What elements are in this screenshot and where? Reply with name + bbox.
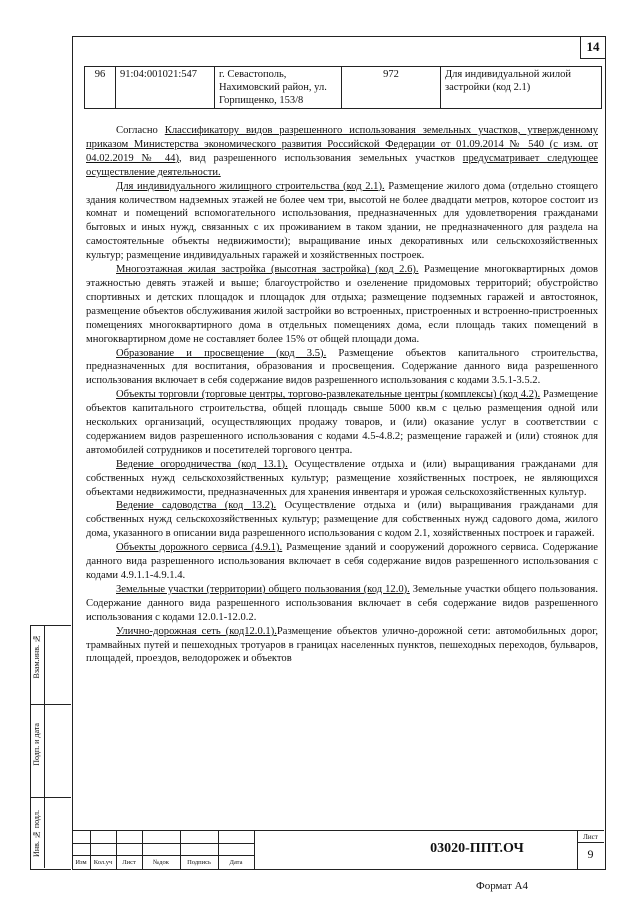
- col-sign: Подпись: [187, 859, 211, 866]
- format-label: Формат А4: [476, 880, 529, 892]
- text-3-5: Размещение объектов капитального строительства, предназначенных для воспитания, образования и просвещения. Содержание данного вида разрешенного использования включает в себя содержание видов разрешенного использования с кодами 3.5.1-3.5.2.: [86, 347, 598, 387]
- parcel-table: [84, 66, 602, 109]
- sheet-number: 9: [587, 847, 594, 861]
- col-doc: №док: [153, 859, 169, 866]
- side-cell-sign: [31, 705, 71, 798]
- heading-4-2: Объекты торговли (торговые центры, торгово-развлекательные центры (комплексы) (код 4.2).: [116, 389, 541, 401]
- side-stamp: [30, 625, 71, 870]
- document-body: [86, 124, 598, 666]
- heading-12-0-1: Улично-дорожная сеть (код12.0.1).: [116, 625, 277, 637]
- side-label-inv: Инв. № подл.: [32, 810, 41, 857]
- intro-lead: Согласно: [116, 125, 165, 136]
- paragraph-4-2: [86, 388, 598, 458]
- heading-2-1: Для индивидуального жилищного строительства (код 2.1).: [116, 180, 385, 192]
- heading-13-1: Ведение огородничества (код 13.1).: [116, 458, 288, 470]
- text-2-6: Размещение многоквартирных домов этажностью девять этажей и выше; благоустройство и озеленение придомовых территорий; обустройство спортивных и детских площадок и площадок для отдыха; размещение подземных гаражей и автостоянок, размещение объектов обслуживания жилой застройки во встроенных, пристроенных и встроенно-пристроенных помещениях многоквартирного дома в отдельных помещениях дома, если площадь таких помещений в многоквартирном доме не составляет более 15% от общей площади дома.: [86, 264, 598, 345]
- paragraph-2-1: [86, 180, 598, 263]
- text-4-2: Размещение объектов капитального строительства, общей площадь свыше 5000 кв.м с целью размещения одной или нескольких организаций, осуществляющих продажу товаров, и (или) оказание услуг в соответствии с содержанием видов разрешенного использования с кодами 4.5-4.8.2; размещение гаражей и (или) стоянок для автомобилей сотрудников и посетителей торгового центра.: [86, 389, 598, 456]
- paragraph-intro: [86, 124, 598, 180]
- paragraph-4-9-1: [86, 541, 598, 583]
- heading-4-9-1: Объекты дорожного сервиса (4.9.1).: [116, 542, 283, 554]
- side-label-sign: Подп. и дата: [32, 723, 41, 766]
- table-cell-use: Для индивидуальной жилой застройки (код 2.1): [441, 67, 602, 109]
- document-code: 03020-ППТ.ОЧ: [430, 841, 524, 856]
- heading-3-5: Образование и просвещение (код 3.5).: [116, 347, 327, 359]
- table-cell-address: г. Севастополь, Нахимовский район, ул. Горпищенко, 153/8: [215, 67, 342, 109]
- table-cell-cadastral: 91:04:001021:547: [116, 67, 215, 109]
- text-2-1: Размещение жилого дома (отдельно стоящего здания количеством надземных этажей не более чем три, высотой не более двадцати метров, которое состоит из комнат и помещений вспомогательного использования, предназначенных для удовлетворения гражданами бытовых и иных нужд, связанных с их проживанием в таком здании, не предназначенного для раздела на самостоятельные объекты недвижимости); выращивание иных декоративных или сельскохозяйственных культур; размещение индивидуальных гаражей и хозяйственных построек.: [86, 180, 598, 262]
- intro-classifier-ref: Классификатору видов разрешенного использования земельных участков, утвержденному приказом Министерства экономического развития Российской Федерации от 01.09.2014 № 540 (с изм. от 04.02.2019 № 44): [86, 125, 598, 164]
- side-cell-replace: [31, 626, 71, 705]
- intro-provides: предусматривает следующее осуществление деятельности.: [86, 152, 598, 178]
- text-4-9-1: Размещение зданий и сооружений дорожного сервиса. Содержание данного вида разрешенного использования включает в себя содержание видов разрешенного использования с кодами 4.9.1.1-4.9.1.4.: [86, 542, 598, 581]
- top-page-number: 14: [580, 36, 605, 59]
- heading-12-0: Земельные участки (территории) общего пользования (код 12.0).: [116, 583, 410, 595]
- text-13-2: Осуществление отдыха и (или) выращивания гражданами для собственных нужд сельскохозяйственных культур; размещение для собственных нужд садового дома, жилого дома, указанного в описании вида разрешенного использования с кодом 2.1, хозяйственных построек и гаражей.: [86, 500, 598, 540]
- col-kol: Кол.уч: [93, 859, 113, 866]
- intro-mid: , вид разрешенного использования земельных участков: [178, 152, 463, 164]
- col-date: Дата: [229, 859, 243, 866]
- text-13-1: Осуществление отдыха и (или) выращивания гражданами для собственных нужд сельскохозяйственных культур; размещение хозяйственных построек, не являющихся объектами недвижимости, предназначенных для хранения инвентаря и урожая сельскохозяйственных культур.: [86, 458, 598, 498]
- heading-13-2: Ведение садоводства (код 13.2).: [116, 500, 277, 512]
- table-cell-area: 972: [342, 67, 441, 109]
- paragraph-13-1: [86, 458, 598, 500]
- paragraph-12-0-1: [86, 625, 598, 667]
- paragraph-12-0: [86, 583, 598, 625]
- paragraph-2-6: [86, 263, 598, 346]
- heading-2-6: Многоэтажная жилая застройка (высотная застройка) (код 2.6).: [116, 264, 419, 276]
- side-label-replace: Взам.инв. №: [32, 634, 41, 679]
- col-izm: Изм: [75, 859, 87, 866]
- col-list: Лист: [122, 859, 136, 866]
- text-12-0-1: Размещение объектов улично-дорожной сети: автомобильных дорог, трамвайных путей и пешеходных тротуаров в границах населенных пунктов, пешеходных переходов, бульваров, площадей, проездов, велодорожек и объектов: [86, 625, 599, 665]
- text-12-0: Земельные участки общего пользования. Содержание данного вида разрешенного использования включает в себя содержание видов разрешенного использования с кодами 12.0.1-12.0.2.: [86, 583, 598, 623]
- title-block: [72, 830, 604, 869]
- paragraph-3-5: [86, 347, 598, 389]
- table-cell-num: 96: [85, 67, 116, 109]
- table-row: [85, 67, 602, 109]
- side-cell-inv: [31, 798, 71, 868]
- paragraph-13-2: [86, 499, 598, 541]
- sheet-label: Лист: [583, 833, 598, 841]
